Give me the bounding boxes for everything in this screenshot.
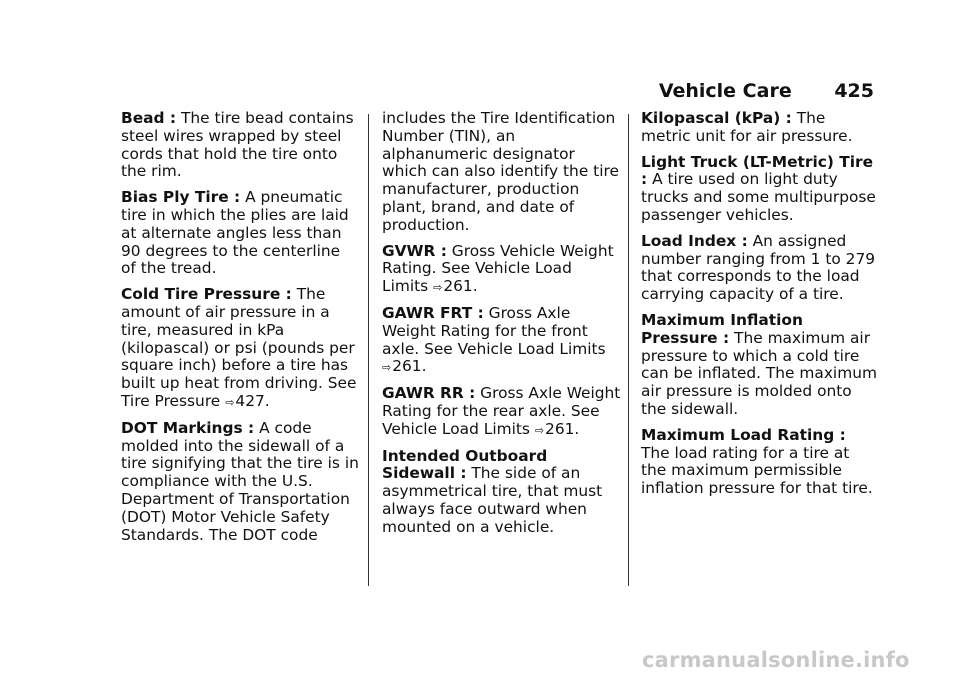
column-divider <box>368 114 369 586</box>
entry-term: Maximum Inflation Pressure : <box>641 310 803 347</box>
glossary-entry <box>641 110 879 146</box>
entry-definition: A pneumatic tire in which the plies are laid at alternate angles less than 90 degrees to the centerline of the tread. <box>121 188 349 278</box>
entry-definition: The metric unit for air pressure. <box>641 109 853 145</box>
glossary-entry <box>382 243 622 297</box>
entry-definition: Gross Axle Weight Rating for the front axle. See Vehicle Load Limits <box>382 303 606 358</box>
watermark: carmanualsonline.info <box>642 648 910 672</box>
entry-definition: A tire used on light duty trucks and some multipurpose passenger vehicles. <box>641 170 876 224</box>
column-3 <box>641 110 879 506</box>
glossary-entry <box>382 305 622 377</box>
page-reference-link[interactable]: ⇨ 261. <box>535 420 580 438</box>
entry-term: Load Index : <box>641 231 748 250</box>
column-2 <box>382 110 622 545</box>
entry-term: Maximum Load Rating : <box>641 425 846 444</box>
page-reference-link[interactable]: ⇨ 261. <box>433 277 478 295</box>
glossary-entry <box>641 427 879 498</box>
entry-definition: Gross Vehicle Weight Rating. See Vehicle Load Limits <box>382 241 614 296</box>
entry-definition: The maximum air pressure to which a cold tire can be inflated. The maximum air pressure is molded onto the sidewall. <box>641 328 877 418</box>
entry-term: GVWR : <box>382 241 447 260</box>
entry-term: Light Truck (LT-Metric) Tire : <box>641 152 874 189</box>
page-number: 425 <box>834 80 874 102</box>
page-header <box>659 80 874 102</box>
glossary-entry <box>121 420 359 545</box>
column-divider <box>628 114 629 586</box>
glossary-entry <box>382 448 622 537</box>
entry-definition: The amount of air pressure in a tire, measured in kPa (kilopascal) or psi (pounds per square inch) before a tire has built up heat from driving. See Tire Pressure <box>121 285 357 410</box>
glossary-entry <box>641 154 879 225</box>
entry-term: GAWR RR : <box>382 384 476 403</box>
entry-term: Bias Ply Tire : <box>121 188 241 207</box>
entry-term: GAWR FRT : <box>382 303 484 322</box>
glossary-entry <box>121 189 359 278</box>
page-reference-link[interactable]: ⇨ 427. <box>225 392 270 410</box>
entry-definition: The load rating for a tire at the maximum permissible inflation pressure for that tire. <box>641 443 873 498</box>
entry-definition: A code molded into the sidewall of a tire signifying that the tire is in compliance with the U.S. Department of Transportation (DOT) Motor Vehicle Safety Standards. The DOT code <box>121 418 359 544</box>
glossary-entry <box>641 312 879 419</box>
page-reference-link[interactable]: ⇨ 261. <box>382 357 427 375</box>
entry-term: Kilopascal (kPa) : <box>641 109 792 127</box>
entry-definition: Gross Axle Weight Rating for the rear axle. See Vehicle Load Limits <box>382 384 621 438</box>
entry-term: Bead : <box>121 109 177 127</box>
column-1 <box>121 110 359 552</box>
glossary-entry-continuation: includes the Tire Identification Number (TIN), an alphanumeric designator which can also identify the tire manufacturer, production plant, brand, and date of production. <box>382 109 619 234</box>
entry-term: DOT Markings : <box>121 418 255 437</box>
glossary-entry <box>382 385 622 439</box>
section-title: Vehicle Care <box>658 80 792 102</box>
glossary-entry <box>121 286 359 412</box>
entry-term: Cold Tire Pressure : <box>121 285 292 304</box>
entry-definition: The tire bead contains steel wires wrapped by steel cords that hold the tire onto the rim. <box>121 109 354 181</box>
entry-term: Intended Outboard Sidewall : <box>382 446 548 483</box>
glossary-entry <box>121 110 359 181</box>
entry-definition: The side of an asymmetrical tire, that must always face outward when mounted on a vehicle. <box>382 464 603 536</box>
entry-definition: An assigned number ranging from 1 to 279 that corresponds to the load carrying capacity of a tire. <box>641 231 876 304</box>
glossary-entry <box>641 233 879 304</box>
